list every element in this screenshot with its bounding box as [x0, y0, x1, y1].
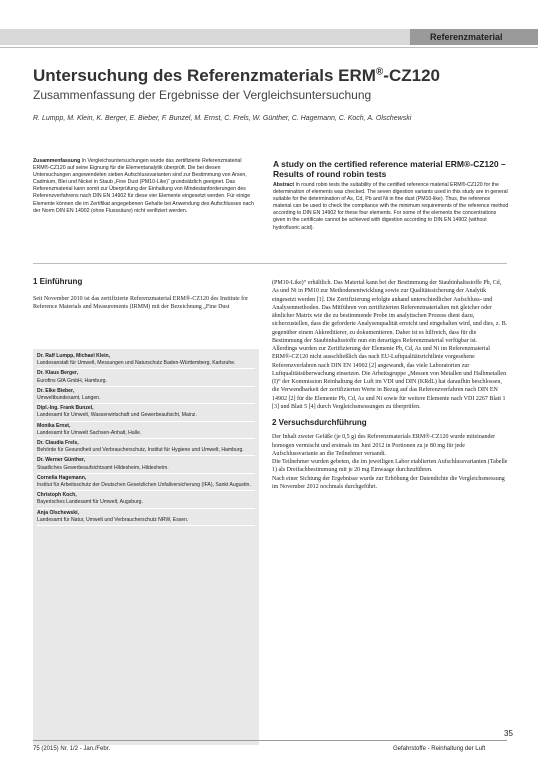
body-paragraph: Nach einer Sichtung der Ergebnisse wurde zur Erhöhung der Datendichte die Vergleichsmessung im November 2012 nochmals durchgeführt.: [272, 475, 505, 490]
intro-paragraph: Seit November 2010 ist das zertifizierte Referenzmaterial ERM®-CZ120 des Institute for Reference Materials and Measurements (IRMM) mit der Bezeichnung „Fine Dust: [33, 296, 249, 311]
affiliation-name: Dr. Ralf Lumpp, Michael Klein,: [37, 353, 111, 359]
affiliation-org: Staatliches Gewerbeaufsichtsamt Hildesheim, Hildesheim.: [37, 464, 169, 471]
affiliation-org: Landesamt für Umwelt Sachsen-Anhalt, Halle.: [37, 429, 142, 436]
affiliation-name: Anja Olschewski,: [37, 509, 79, 516]
abstract-english-title: A study on the certified reference material ERM®-CZ120 – Results of round robin tests: [273, 159, 506, 179]
footer-journal: Gefahrstoffe - Reinhaltung der Luft: [393, 746, 486, 752]
affiliation-entry: [37, 475, 255, 491]
affiliation-name: Monika Ernst,: [37, 422, 71, 429]
affiliation-name: Christoph Koch,: [37, 492, 77, 499]
affiliation-name: Dr. Werner Günther,: [37, 457, 86, 464]
body-paragraph: (PM10-Like)“ erhältlich. Das Material kann bei der Bestimmung der Staubinhaltsstoffe Pb, Cd, As und Ni in PM10 zur Methodenentwicklung sowie zur Qualitätssicherung der Analytik eingesetzt werden [1]. Die Zertifizierung erfolgte anhand unterschiedlicher Aufschluss- und Analysenmethoden. Das Mitführen von zertifizierten Referenzmaterialien mit gleicher oder ähnlicher Matrix wie die zu bestimmende Probe im analytischen Prozess dient dazu, sicherzustellen, dass die geforderte Analysenqualität erreicht und eingehalten wird, und dies, z. B. gegenüber einem Akkreditierer, zu dokumentieren. Daher ist es hilfreich, dass für die Bestimmung der Staubinhaltsstoffe nun ein derartiges Referenzmaterial verfügbar ist.: [272, 280, 508, 344]
footer-rule: [33, 740, 507, 741]
body-paragraph: Allerdings wurden zur Zertifizierung der Elemente Pb, Cd, As und Ni im Referenzmaterial ERM®-CZ120 nicht ausschließlich das nach EU-Luftqualitätsrichtlinie vorgesehene Referenzverfahren nach DIN EN 14902 [2] angewandt, das viele Laboratorien zur Luftqualitätsüberwachung einsetzen. Die Arbeitsgruppe „Messen von Metallen und Halbmetallen (I)“ der Kommission Reinhaltung der Luft im VDI und DIN (KRdL) hat daraufhin beschlossen, die Verwendbarkeit der zertifizierten Werte in Bezug auf das Referenzverfahren nach DIN EN 14902 [2] für die Elemente Pb, Cd, As und Ni sowie für weitere Elemente nach VDI 2267 Blatt 1 [3] und Blatt 5 [4] durch Vergleichsmessungen zu überprüfen.: [272, 346, 507, 410]
right-column-body: [272, 279, 508, 491]
affiliation-org: Institut für Arbeitsschutz der Deutschen Gesetzlichen Unfallversicherung (IFA), Sankt Augustin.: [37, 482, 251, 489]
affiliation-name: Cornelia Hagemann,: [37, 474, 87, 481]
affiliation-entry: [37, 492, 255, 508]
affiliation-entry: [37, 457, 255, 473]
section-heading-2: 2 Versuchsdurchführung: [272, 418, 367, 427]
affiliation-entry: [37, 405, 255, 421]
article-title: Untersuchung des Referenzmaterials ERM®-CZ120: [33, 66, 440, 85]
affiliation-entry: [37, 423, 255, 439]
affiliation-name: Dr. Claudia Frels,: [37, 440, 79, 447]
page-number: 35: [504, 729, 513, 738]
abstract-german-text: In Vergleichsuntersuchungen wurde das zertifizierte Referenzmaterial ERM®-CZ120 auf seine Eignung für die Elementanalytik überprüft. Die bei diesen Untersuchungen angewendeten sieben Aufschlussvarianten sind zur Bestimmung von Arsen, Cadmium, Blei und Nickel in Staub „Fine Dust (PM10-Like)“ grundsätzlich geeignet. Das Referenzmaterial kann somit zur Überprüfung der Einhaltung von Mindestanforderungen des Referenzverfahrens nach DIN EN 14902 für diese vier Elemente eingesetzt werden. Für einige Elemente können die im Zertifikat angegebenen Gehalte bei Anwendung des Aufschlusses nach der Norm DIN EN 14902 (ohne Flusssäure) nicht verifiziert werden.: [33, 158, 254, 214]
affiliation-entry: [37, 353, 255, 369]
affiliation-name: Dipl.-Ing. Frank Bunzel,: [37, 405, 94, 412]
affiliation-entry: [37, 370, 255, 386]
abstract-german: [33, 158, 259, 215]
abstract-english-label: Abstract: [273, 182, 295, 188]
article-subtitle: Zusammenfassung der Ergebnisse der Vergleichsuntersuchung: [33, 88, 372, 102]
header-section-label: Referenzmaterial: [430, 32, 503, 42]
section-divider: [33, 263, 507, 264]
affiliation-org: Landesamt für Umwelt, Wasserwirtschaft und Gewerbeaufsicht, Mainz.: [37, 412, 197, 419]
affiliation-org: Landesamt für Natur, Umwelt und Verbraucherschutz NRW, Essen.: [37, 516, 189, 523]
author-list: R. Lumpp, M. Klein, K. Berger, E. Bieber, F. Bunzel, M. Ernst, C. Frels, W. Günther, C. Hagemann, C. Koch, A. Olschewski: [33, 115, 412, 122]
affiliation-org: Landesanstalt für Umwelt, Messungen und Naturschutz Baden-Württemberg, Karlsruhe.: [37, 360, 236, 367]
affiliation-name: Dr. Klaus Berger,: [37, 370, 79, 377]
body-paragraph: Die Teilnehmer wurden gebeten, die im jeweiligen Labor etablierten Aufschlussvarianten (Tabelle 1) als Dreifachbestimmung mit je 20 mg Einwaage durchzuführen.: [272, 459, 508, 474]
section-heading-1: 1 Einführung: [33, 277, 83, 286]
footer-issue: 75 (2015) Nr. 1/2 - Jan./Febr.: [33, 746, 111, 752]
affiliation-entry: [37, 440, 255, 456]
affiliation-name: Dr. Elke Bieber,: [37, 387, 75, 394]
affiliation-org: Umweltbundesamt, Langen.: [37, 395, 101, 402]
affiliation-org: Eurofins GfA GmbH, Hamburg.: [37, 377, 107, 384]
body-paragraph: Der Inhalt zweier Gefäße (je 0,5 g) des Referenzmaterials ERM®-CZ120 wurde miteinander homogen vermischt und erstmals im Juni 2012 in Portionen zu je 80 mg für jede Aufschlussvariante an die Teilnehmer versandt.: [272, 434, 496, 457]
affiliation-org: Bayerisches Landesamt für Umwelt, Augsburg.: [37, 499, 143, 506]
affiliation-list: [37, 353, 255, 527]
abstract-german-label: Zusammenfassung: [33, 158, 81, 164]
affiliation-entry: [37, 388, 255, 404]
affiliation-entry: [37, 510, 255, 526]
abstract-english-text: In round robin tests the suitability of the certified reference material ERM®-CZ120 for the determination of elements was checked. The seven digestion variants used in this study are in general suitable for the determination of As, Cd, Pb and Ni in fine dust (PM10-like). Thus, the reference material can be used to check the compliance with the minimum requirements of the reference method according to DIN EN 14902 for these four elements. For some of the elements the concentrations given in the certificate cannot be achieved with digestion according to DIN EN 14902 (without hydrofluoric acid).: [273, 182, 509, 231]
header-rule: [0, 47, 538, 48]
abstract-english: [273, 182, 509, 232]
affiliation-org: Behörde für Gesundheit und Verbraucherschutz, Institut für Hygiene und Umwelt, Hamburg.: [37, 447, 244, 454]
